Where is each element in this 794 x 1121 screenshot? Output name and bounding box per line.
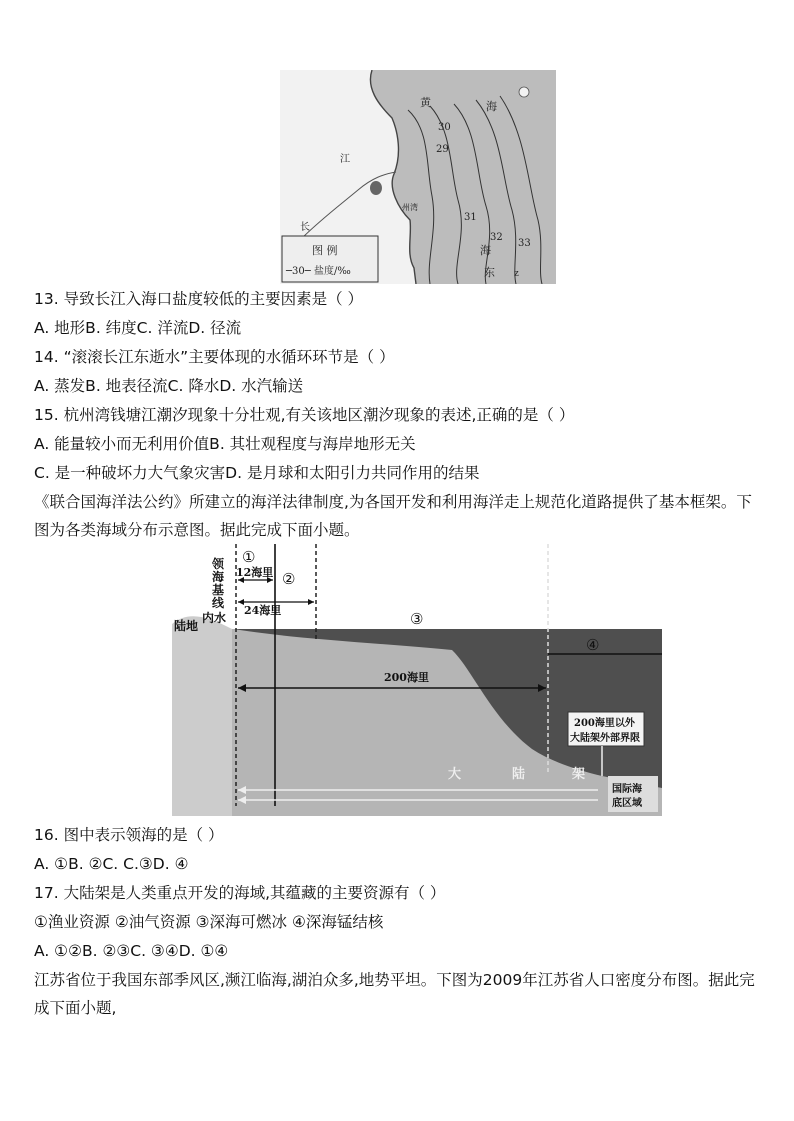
zone-2-label: ②: [282, 570, 296, 588]
map-label-hai-right: 海: [480, 244, 491, 257]
map-label-dong: 东: [484, 266, 495, 279]
q17-stem: 17. 大陆架是人类重点开发的海域,其蕴藏的主要资源有（ ）: [34, 884, 446, 902]
inland-water-label: 内水: [202, 611, 227, 625]
map-label-hai: 海: [486, 100, 497, 113]
q15-options-cd: C. 是一种破坏力大气象灾害D. 是月球和太阳引力共同作用的结果: [34, 464, 480, 482]
q15-options-ab: A. 能量较小而无利用价值B. 其壮观程度与海岸地形无关: [34, 435, 416, 453]
shelf-char-da: 大: [448, 767, 462, 782]
nm12-label: 12海里: [236, 566, 274, 579]
q16-options: A. ①B. ②C. C.③D. ④: [34, 855, 189, 873]
intro-paragraph-2: 《联合国海洋法公约》所建立的海洋法律制度,为各国开发和利用海洋走上规范化道路提供了基本框架。下图为各类海域分布示意图。据此完成下面小题。: [34, 493, 752, 539]
map-label-z: z: [514, 269, 519, 279]
land-label: 陆地: [174, 619, 199, 633]
q13-options: A. 地形B. 纬度C. 洋流D. 径流: [34, 319, 242, 337]
intl-seabed-line2: 底区域: [612, 798, 642, 809]
map-label-chang: 长: [300, 222, 310, 233]
q13-stem: 13. 导致长江入海口盐度较低的主要因素是（ ）: [34, 290, 364, 308]
q17-options: A. ①②B. ②③C. ③④D. ①④: [34, 942, 229, 960]
contour-label: 32: [490, 232, 503, 243]
shelf-limit-line2: 大陆架外部界限: [570, 733, 640, 744]
contour-label: 33: [518, 238, 531, 249]
intro-paragraph-3: 江苏省位于我国东部季风区,濒江临海,湖泊众多,地势平坦。下图为2009年江苏省人口密度分布图。据此完成下面小题,: [34, 971, 755, 1017]
nm24-label: 24海里: [244, 604, 282, 617]
contour-label: 29: [436, 144, 449, 155]
q16-stem: 16. 图中表示领海的是（ ）: [34, 826, 224, 844]
maritime-zones-diagram: [172, 544, 662, 816]
zone-4-label: ④: [586, 636, 600, 654]
zone-3-label: ③: [410, 610, 424, 628]
map-label-jiang: 江: [340, 154, 350, 165]
legend-item: ─30─ 盐度/‰: [286, 266, 351, 277]
q14-options: A. 蒸发B. 地表径流C. 降水D. 水汽输送: [34, 377, 304, 395]
salinity-map: [280, 70, 556, 284]
nm200-label: 200海里: [384, 671, 429, 684]
q17-resources: ①渔业资源 ②油气资源 ③深海可燃冰 ④深海锰结核: [34, 913, 384, 931]
intl-seabed-line1: 国际海: [612, 784, 642, 795]
map-label-zhouwan: 州湾: [402, 203, 418, 212]
contour-label: 30: [438, 122, 451, 133]
legend-title: 图 例: [312, 244, 338, 257]
shelf-char-lu: 陆: [512, 767, 526, 782]
shelf-limit-line1: 200海里以外: [574, 718, 635, 729]
contour-label: 31: [464, 212, 477, 223]
q15-stem: 15. 杭州湾钱塘江潮汐现象十分壮观,有关该地区潮汐现象的表述,正确的是（ ）: [34, 406, 575, 424]
q14-stem: 14. “滚滚长江东逝水”主要体现的水循环环节是（ ）: [34, 348, 395, 366]
zone-1-label: ①: [242, 548, 256, 566]
shelf-char-jia: 架: [572, 767, 586, 782]
baseline-label: 领海基线: [212, 557, 225, 610]
map-label-huang: 黄: [420, 96, 431, 109]
